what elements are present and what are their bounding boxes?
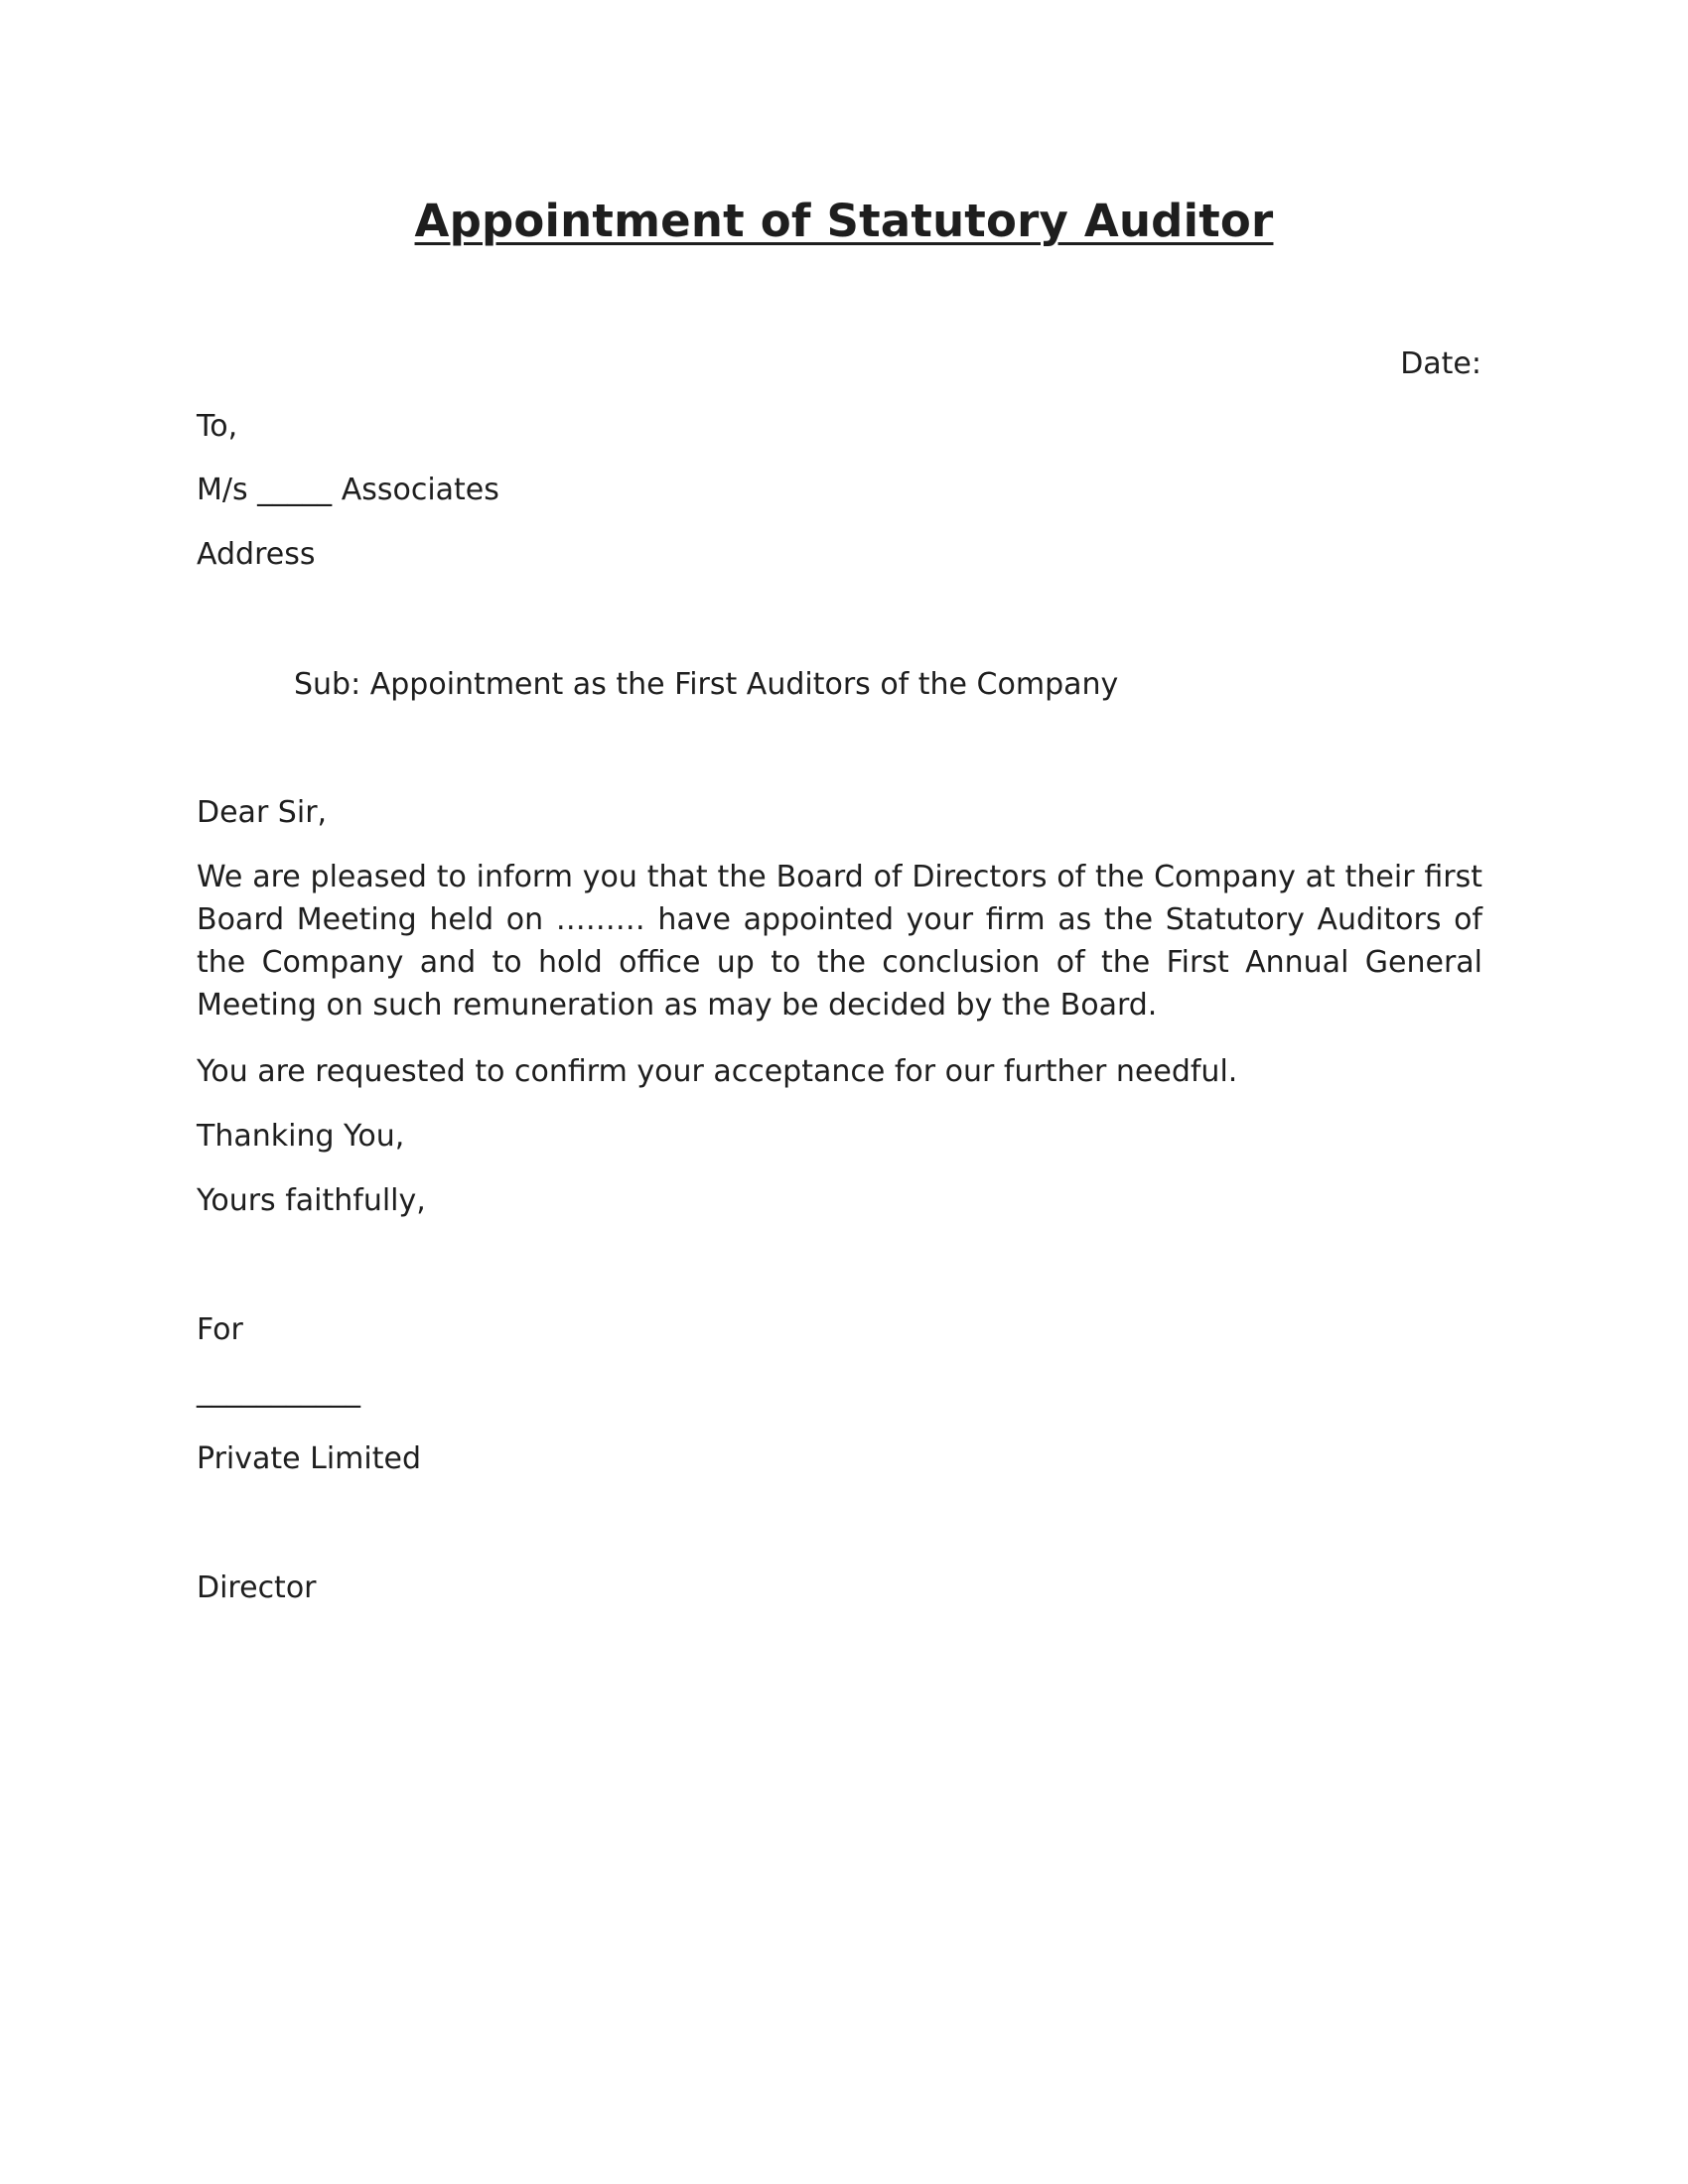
company-suffix: Private Limited [197,1441,421,1476]
addressee-address: Address [197,537,316,572]
closing-line: Yours faithfully, [197,1183,426,1218]
company-name-blank: ___________ [197,1374,360,1409]
body-paragraph: We are pleased to inform you that the Board of Directors of the Company at their first Board Meeting held on ……… have appointed your firm as the Statutory Auditors of the Company and to hold office up to the conclusion of the First Annual General Meeting on such remuneration as may be decided by the Board. [197,860,1482,1023]
thanks-line: Thanking You, [197,1119,405,1154]
request-line: You are requested to confirm your acceptance for our further needful. [197,1054,1238,1089]
to-label: To, [197,409,238,444]
signatory-title: Director [197,1570,317,1605]
for-label: For [197,1312,243,1347]
date-label: Date: [1400,346,1481,381]
subject-line: Sub: Appointment as the First Auditors of the Company [294,667,1119,702]
addressee-name: M/s _____ Associates [197,473,499,507]
salutation: Dear Sir, [197,795,328,830]
letter-title: Appointment of Statutory Auditor [414,195,1274,247]
